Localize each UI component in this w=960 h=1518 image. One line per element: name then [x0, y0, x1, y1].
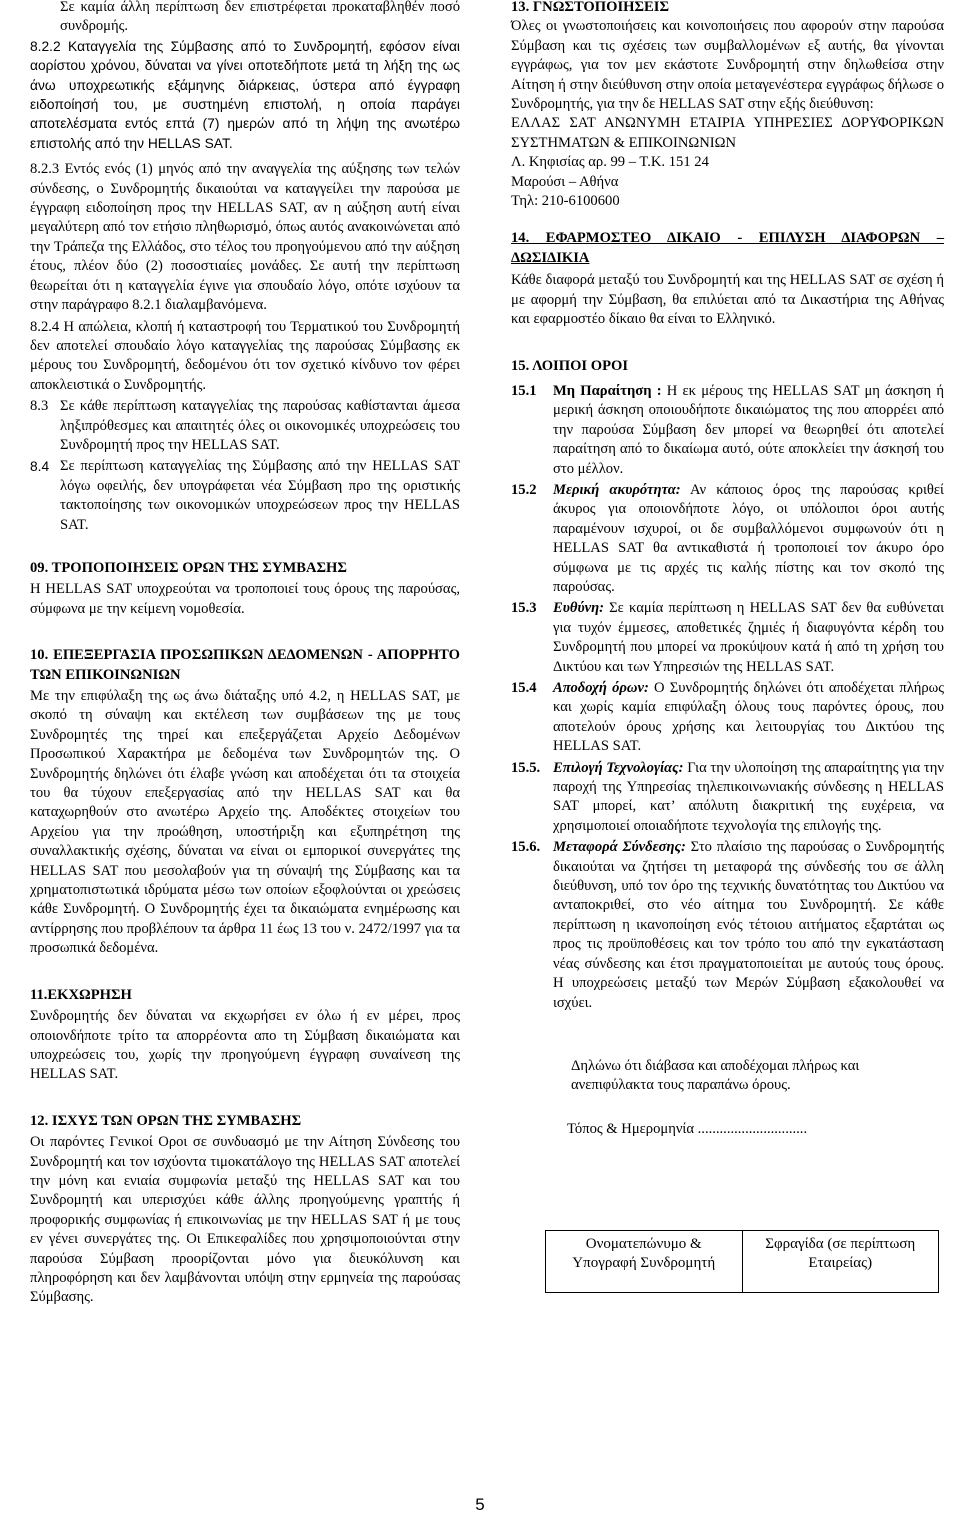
right-column	[511, 0, 944, 1139]
clause-15-1: 15.1 Μη Παραίτηση : Η εκ μέρους της HELLAS SAT μη άσκηση ή μερική άσκηση οποιουδήποτε δικαιώματος της που απορρέει από την παρούσα Σύμβαση δεν μπορεί να θεωρηθεί ότι αποτελεί παραίτηση από το δικαίωμα αυτό, ούτε αποκλείει την άσκησή του στο μέλλον.	[511, 382, 944, 477]
clause-text: Ο Συνδρομητής δηλώνει ότι αποδέχεται πλήρως και χωρίς καμία επιφύλαξη όλους τους παρόντες όρους, που αποτελούν όρους χρήσης και λειτουργίας του Δικτύου της HELLAS SAT.	[553, 680, 945, 755]
clause-number: 8.2.2	[30, 38, 61, 54]
clause-number: 8.4	[30, 459, 50, 475]
clause-label: Μεταφορά Σύνδεσης:	[553, 839, 686, 856]
section-09-heading: 09. ΤΡΟΠΟΠΟΙΗΣΕΙΣ ΟΡΩΝ ΤΗΣ ΣΥΜΒΑΣΗΣ	[30, 559, 347, 576]
signature-cell-stamp: Σφραγίδα (σε περίπτωση Εταιρείας)	[742, 1231, 939, 1293]
section-14-heading: 14. ΕΦΑΡΜΟΣΤΕΟ ΔΙΚΑΙΟ - ΕΠΙΛΥΣΗ ΔΙΑΦΟΡΩΝ – ΔΩΣΙΔΙΚΙΑ	[511, 230, 944, 266]
clause-8-2-2	[30, 37, 460, 153]
clause-15-3: 15.3 Ευθύνη: Σε καμία περίπτωση η HELLAS SAT δεν θα ευθύνεται για τυχόν έμμεσες, αποθετικές ζημιές ή διαφυγόντα κέρδη του Συνδρομητή που μπορεί να προκύψουν κατά ή από τη χρήση του Δικτύου και των Υπηρεσιών της HELLAS SAT.	[511, 600, 944, 675]
address-street: Λ. Κηφισίας αρ. 99 – Τ.Κ. 151 24	[511, 154, 709, 171]
left-column	[30, 0, 460, 1308]
clause-label: Επιλογή Τεχνολογίας:	[553, 759, 684, 776]
section-10-heading: 10. ΕΠΕΞΕΡΓΑΣΙΑ ΠΡΟΣΩΠΙΚΩΝ ΔΕΔΟΜΕΝΩΝ - ΑΠΟΡΡΗΤΟ ΤΩΝ ΕΠΙΚΟΙΝΩΝΙΩΝ	[30, 647, 460, 683]
clause-label: Μη Παραίτηση :	[553, 382, 662, 399]
signature-table	[545, 1230, 939, 1293]
clause-text: Σε κάθε περίπτωση καταγγελίας της παρούσας καθίστανται άμεσα ληξιπρόθεσμες και απαιτητές όλες οι οικονομικές υποχρεώσεις του Συνδρομητή προς την HELLAS SAT.	[60, 398, 460, 453]
signature-cell-subscriber: Ονοματεπώνυμο & Υπογραφή Συνδρομητή	[546, 1231, 743, 1293]
address-company: ΕΛΛΑΣ ΣΑΤ ΑΝΩΝΥΜΗ ΕΤΑΙΡΙΑ ΥΠΗΡΕΣΙΕΣ ΔΟΡΥΦΟΡΙΚΩΝ ΣΥΣΤΗΜΑΤΩΝ & ΕΠΙΚΟΙΝΩΝΙΩΝ	[511, 115, 944, 151]
clause-label: Μερική ακυρότητα:	[553, 481, 681, 498]
page-number: 5	[475, 1495, 485, 1514]
section-14-text: Κάθε διαφορά μεταξύ του Συνδρομητή και της HELLAS SAT σε σχέση ή με αφορμή την Σύμβαση, θα επιλύεται από τα Δικαστήρια της Αθήνας και εφαρμοστέο δίκαιο θα είναι το Ελληνικό.	[511, 272, 944, 328]
section-13-text: Όλες οι γνωστοποιήσεις και κοινοποιήσεις που αφορούν στην παρούσα Σύμβαση και τις σχέσεις των συμβαλλομένων εξ αυτής, θα γίνονται εγγράφως, για τον μεν εκάστοτε Συνδρομητή στην δηλωθείσα στην Αίτηση ή στην διεύθυνση στην οποία μεταγενέστερα εγγράφως δήλωσε ο Συνδρομητής, για την δε HELLAS SAT στην εξής διεύθυνση:	[511, 18, 944, 113]
place-date-line: Τόπος & Ημερομηνία ..............................	[567, 1120, 808, 1137]
clause-text: Σε καμία περίπτωση η HELLAS SAT δεν θα ευθύνεται για τυχόν έμμεσες, αποθετικές ζημιές ή διαφυγόντα κέρδη του Συνδρομητή που μπορεί να προκύψουν κατά ή από τη χρήση του Δικτύου και των Υπηρεσιών της HELLAS SAT.	[553, 600, 944, 675]
clause-15-2: 15.2 Μερική ακυρότητα: Αν κάποιος όρος της παρούσας κριθεί άκυρος για οποιονδήποτε λόγο, οι υπόλοιποι όροι αυτής παραμένουν ισχυροί, οι δε συμβαλλόμενοι συμφωνούν ότι η HELLAS SAT θα αντικαθιστά ή τροποποιεί τον άκυρο όρο σύμφωνα με τις αρχές τις καλής πίστης και τον σκοπό της παρούσας.	[511, 481, 944, 595]
clause-8-3	[30, 397, 460, 455]
section-12-text: Οι παρόντες Γενικοί Οροι σε συνδυασμό με την Αίτηση Σύνδεσης του Συνδρομητή και τον ισχύοντα τιμοκατάλογο της HELLAS SAT αποτελεί την μόνη και ενιαία συμφωνία μεταξύ της HELLAS SAT και του Συνδρομητή και υπερισχύει κάθε άλλης προηγούμενης γραπτής ή προφορικής συμφωνίας ή επικοινωνίας με την HELLAS SAT ή με τους εν γένει συνεργάτες της. Οι Επικεφαλίδες που χρησιμοποιούνται στην παρούσα Σύμβαση προορίζονται μόνο για διευκόλυνση και πληροφόρηση και δεν λαμβάνονται υπόψη στην ερμηνεία της παρούσας Σύμβασης.	[30, 1134, 460, 1306]
section-15-heading: 15. ΛΟΙΠΟΙ ΟΡΟΙ	[511, 357, 629, 374]
clause-8-2-4	[30, 318, 460, 396]
section-09-text: Η HELLAS SAT υποχρεούται να τροποποιεί τους όρους της παρούσας, σύμφωνα με την κείμενη νομοθεσία.	[30, 581, 460, 617]
intro-paragraph: Σε καμία άλλη περίπτωση δεν επιστρέφεται προκαταβληθέν ποσό συνδρομής.	[60, 0, 460, 35]
clause-text: Καταγγελία της Σύμβασης από το Συνδρομητή, εφόσον είναι αορίστου χρόνου, δύναται να γίνει οποτεδήποτε μετά τη λήξη της ως άνω υποχρεωτικής εξάμηνης διάρκειας, ύστερα από έγγραφη ειδοποίησή του, με συστημένη επιστολή, η οποία παράγει αποτελέσματα εντός επτά (7) ημερών από τη λήψη της ανωτέρω επιστολής από την HELLAS SAT.	[30, 38, 460, 151]
clause-text: Εντός ενός (1) μηνός από την αναγγελία της αύξησης των τελών σύνδεσης, ο Συνδρομητής δικαιούται να καταγγείλει την παρούσα με έγγραφη ειδοποίηση προς την HELLAS SAT, αν η αύξηση αυτή είναι μεγαλύτερη από τον ετήσιο πληθωρισμό, όπως αυτός ανακοινώνεται από την Τράπεζα της Ελλάδος, στο τέλος του προηγούμενου από την αύξηση έτους, πλέον δύο (2) ποσοστιαίες μονάδες. Σε αυτή την περίπτωση θεωρείται ότι η καταγγελία έγινε για σπουδαίο λόγο, οπότε ισχύουν τα στην παράγραφο 8.2.1 διαλαμβανόμενα.	[30, 161, 460, 314]
declaration-text: Δηλώνω ότι διάβασα και αποδέχομαι πλήρως και ανεπιφύλακτα τους παραπάνω όρους.	[571, 1057, 860, 1094]
clause-label: Αποδοχή όρων:	[553, 680, 649, 696]
clause-15-5: 15.5. Επιλογή Τεχνολογίας: Για την υλοποίηση της απαραίτητης για την παροχή της Υπηρεσίας τηλεπικοινωνιακής σύνδεσης η HELLAS SAT μπορεί, κατ’ απόλυτη διακριτική της ευχέρεια, να χρησιμοποιεί οποιαδήποτε τεχνολογία της επιλογής της.	[511, 759, 944, 834]
clause-label: Ευθύνη:	[553, 600, 604, 617]
section-13-heading: 13. ΓΝΩΣΤΟΠΟΙΗΣΕΙΣ	[511, 0, 669, 15]
clause-15-6: 15.6. Μεταφορά Σύνδεσης: Στο πλαίσιο της παρούσας ο Συνδρομητής δικαιούται να ζητήσει τη μεταφορά της σύνδεσής του σε άλλη διεύθυνση, υπό τον όρο της τεχνικής δυνατότητας του Δικτύου να ανταποκριθεί, στο νέο αίτημα του Συνδρομητή. Σε κάθε περίπτωση η ικανοποίηση ενός τέτοιου αιτήματος εξαρτάται ως προς τις προϋποθέσεις και τον τρόπο του από την εγκατάσταση νέας σύνδεσης και έτσι πραγματοποιείται με αυτούς τους όρους. Η υποχρεώσεις μεταξύ των Μερών Σύμβαση εξακολουθεί να ισχύει.	[511, 839, 944, 1011]
clause-number: 8.3	[30, 398, 49, 415]
clause-text: Σε περίπτωση καταγγελίας της Σύμβασης από την HELLAS SAT λόγω οφειλής, δεν υπογράφεται νέα Σύμβαση προ της οριστικής τακτοποίησης των οικονομικών υποχρεώσεων προς την HELLAS SAT.	[60, 458, 460, 533]
section-10-text: Με την επιφύλαξη της ως άνω διάταξης υπό 4.2, η HELLAS SAT, με σκοπό τη σύναψη και εκτέλεση των συμβάσεων της με τους Συνδρομητές της τηρεί και επεξεργάζεται Αρχείο Δεδομένων Προσωπικού Χαρακτήρα με δεδομένα των Συνδρομητών της. Ο Συνδρομητής δηλώνει ότι έλαβε γνώση και αποδέχεται ότι τα στοιχεία του θα τύχουν επεξεργασίας από την HELLAS SAT και θα καταχωρηθούν στο ανωτέρω Αρχείο της. Αποδέκτες στοιχείων του Αρχείου για την προώθηση, υποστήριξη και εξυπηρέτηση της συναλλακτικής σχέσης, δύναται να είναι οι εμπορικοί συνεργάτες της HELLAS SAT που μεσολαβούν για τη σύναψή της Σύμβασης και τα χρηματοπιστωτικά ιδρύματα μέσω των οποίων εξοφλούνται οι χρεώσεις κάθε Συνδρομητή. Ο Συνδρομητής έχει τα δικαιώματα ενημέρωσης και αντίρρησης που προβλέπουν τα άρθρα 11 έως 13 του ν. 2472/1997 για τα προσωπικά δεδομένα.	[30, 688, 460, 957]
clause-8-2-3	[30, 160, 460, 315]
section-12-heading: 12. ΙΣΧΥΣ ΤΩΝ ΟΡΩΝ ΤΗΣ ΣΥΜΒΑΣΗΣ	[30, 1112, 302, 1129]
clause-text: Στο πλαίσιο της παρούσας ο Συνδρομητής δικαιούται να ζητήσει τη μεταφορά της σύνδεσής του σε άλλη διεύθυνση, υπό τον όρο της τεχνικής δυνατότητας του Δικτύου να ανταποκριθεί, στο νέο αίτημα του Συνδρομητή. Σε κάθε περίπτωση η ικανοποίηση ενός τέτοιου αιτήματος εξαρτάται ως προς τις προϋποθέσεις και τον τρόπο του από την εγκατάσταση νέας σύνδεσης και έτσι πραγματοποιείται με αυτούς τους όρους. Η υποχρεώσεις μεταξύ των Μερών Σύμβαση εξακολουθεί να ισχύει.	[553, 839, 944, 1011]
clause-text: Αν κάποιος όρος της παρούσας κριθεί άκυρος για οποιονδήποτε λόγο, οι υπόλοιποι όροι αυτής παραμένουν ισχυροί, οι δε συμβαλλόμενοι συμφωνούν ότι η HELLAS SAT θα αντικαθιστά ή τροποποιεί τον άκυρο όρο σύμφωνα με τις αρχές τις καλής πίστης και τον σκοπό της παρούσας.	[553, 481, 944, 595]
address-city: Μαρούσι – Αθήνα	[511, 173, 619, 190]
clause-number: 8.2.3	[30, 161, 60, 178]
section-11-heading: 11.ΕΚΧΩΡΗΣΗ	[30, 986, 132, 1003]
clause-8-4	[30, 457, 460, 535]
clause-text: Η εκ μέρους της HELLAS SAT μη άσκηση ή μερική άσκηση οποιουδήποτε δικαιώματος της που απορρέει από την παρούσα Σύμβαση δεν μπορεί να θεωρηθεί ότι αποτελεί παραίτηση από το δικαίωμα αυτό, ούτε αποκλείει την άσκησή του στο μέλλον.	[553, 382, 944, 477]
clause-text: Η απώλεια, κλοπή ή καταστροφή του Τερματικού του Συνδρομητή δεν αποτελεί σπουδαίο λόγο καταγγελίας της παρούσας Σύμβασης εκ μέρους του Συνδρομητή, δεδομένου ότι τον σχετικό κίνδυνο τον φέρει αποκλειστικά ο Συνδρομητής.	[30, 318, 460, 393]
section-11-text: Συνδρομητής δεν δύναται να εκχωρήσει εν όλω ή εν μέρει, προς οποιονδήποτε τρίτο τα απορρέοντα απο τη Σύμβαση δικαιώματα και υποχρεώσεις του, χωρίς την προηγούμενη έγγραφη συναίνεση της HELLAS SAT.	[30, 1008, 460, 1083]
address-phone: Τηλ: 210-6100600	[511, 193, 620, 210]
clause-number: 8.2.4	[30, 318, 60, 335]
clause-text: Για την υλοποίηση της απαραίτητης για την παροχή της Υπηρεσίας τηλεπικοινωνιακής σύνδεσης η HELLAS SAT μπορεί, κατ’ απόλυτη διακριτική της ευχέρεια, να χρησιμοποιεί οποιαδήποτε τεχνολογία της επιλογής της.	[553, 759, 944, 834]
clause-15-4: 15.4 Αποδοχή όρων: Ο Συνδρομητής δηλώνει ότι αποδέχεται πλήρως και χωρίς καμία επιφύλαξη όλους τους παρόντες όρους, που αποτελούν όρους χρήσης και λειτουργίας του Δικτύου της HELLAS SAT.	[511, 680, 945, 755]
